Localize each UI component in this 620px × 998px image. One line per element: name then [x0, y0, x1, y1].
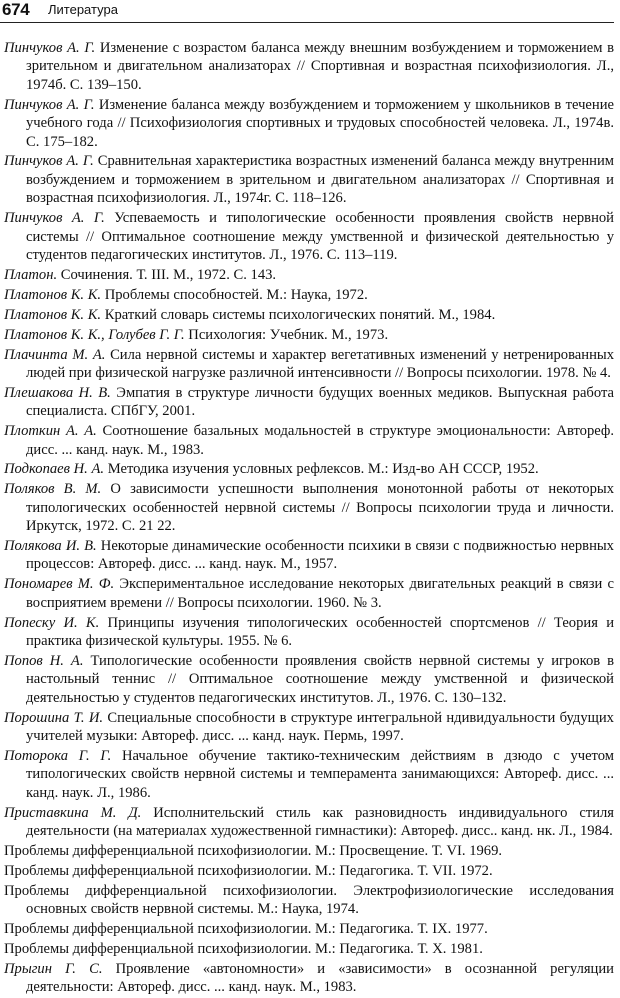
running-title: Литература	[48, 2, 118, 17]
reference-list	[4, 39, 614, 998]
reference-text: Некоторые динамические особенности психики в связи с подвижностью нервных процессов: Автореф. дисс. ... канд. наук. М., 1957.	[26, 538, 614, 573]
reference-author: Приставкина М. Д.	[4, 804, 142, 821]
reference-entry	[4, 422, 614, 459]
reference-author: Пинчуков А. Г.	[4, 210, 105, 227]
reference-author: Платонов К. К.	[4, 286, 102, 303]
reference-author: Прыгин Г. С.	[4, 961, 103, 977]
reference-text: Исполнительский стиль как разновидность индивидуального стиля деятельности (на материалах художественной гимнастики): Автореф. дисс.. канд. нк. Л., 1984.	[26, 804, 615, 840]
reference-author: Платон.	[4, 266, 58, 283]
reference-author: Порошина Т. И.	[4, 709, 104, 726]
reference-text: Проблемы дифференциальной психофизиологии. М.: Педагогика. Т. IX. 1977.	[4, 921, 488, 938]
reference-entry	[4, 882, 614, 919]
reference-text: О зависимости успешности выполнения монотонной работы от некоторых типологических особенностей нервной системы // Вопросы психологии труда и личности. Иркутск, 1972. С. 21 22.	[26, 481, 615, 535]
reference-entry	[4, 480, 614, 535]
reference-entry	[4, 537, 614, 574]
reference-text: Проявление «автономности» и «зависимости» в осознанной регуляции деятельности: Автореф. дисс. ... канд. наук. М., 1983.	[26, 961, 614, 996]
reference-text: Изменение баланса между возбуждением и торможением у школьников в течение учебного года // Психофизиология спортивных и трудовых способностей человека. Л., 1974в. С. 175–182.	[26, 96, 614, 150]
reference-entry	[4, 862, 614, 880]
reference-entry	[4, 614, 614, 651]
reference-author: Поторока Г. Г.	[4, 748, 112, 765]
reference-author: Полякова И. В.	[4, 538, 97, 555]
reference-entry	[4, 96, 614, 151]
reference-text: Начальное обучение тактико-техническим действиям в дзюдо с учетом типологических свойств нервной системы и темперамента занимающихся: Автореф. дисс. ... канд. наук. Л., 1986.	[26, 748, 614, 801]
reference-entry	[4, 384, 614, 421]
reference-text: Сочинения. Т. III. М., 1972. С. 143.	[57, 266, 277, 283]
reference-entry	[4, 306, 614, 324]
reference-entry	[4, 940, 614, 958]
reference-author: Платонов К. К.	[4, 306, 102, 323]
reference-entry	[4, 575, 614, 612]
reference-text: Типологические особенности проявления свойств нервной системы у игроков в настольный теннис // Оптимальное соотношение между умственной и физической деятельностью у студентов педагогических институтов. Л., 1976. С. 130–132.	[26, 653, 615, 706]
reference-entry	[4, 266, 614, 284]
reference-author: Платонов К. К., Голубев Г. Г.	[4, 326, 185, 343]
reference-author: Пинчуков А. Г.	[4, 96, 95, 113]
reference-author: Плешакова Н. В.	[4, 384, 111, 401]
reference-entry	[4, 209, 614, 264]
reference-entry	[4, 152, 614, 207]
reference-entry	[4, 346, 614, 383]
reference-text: Специальные способности в структуре интегральной ндивидуальности будущих учителей музыки: Автореф. дисс. ... канд. наук. Пермь, 1997.	[26, 709, 614, 745]
reference-author: Подкопаев Н. А.	[4, 461, 105, 478]
reference-text: Проблемы дифференциальной психофизиологии. М.: Педагогика. Т. X. 1981.	[4, 941, 483, 958]
reference-entry	[4, 326, 614, 344]
reference-author: Пономарев М. Ф.	[4, 576, 115, 593]
reference-text: Изменение с возрастом баланса между внешним возбуждением и торможением в зрительном и двигательном анализаторах // Спортивная и возрастная психофизиология. Л., 1974б. С. 139–150.	[26, 40, 614, 93]
reference-text: Успеваемость и типологические особенности проявления свойств нервной системы // Оптимальное соотношение между умственной и физической деятельностью у студентов педагогических институтов. Л., 1976. С. 113–119.	[26, 210, 614, 263]
reference-author: Пинчуков А. Г.	[4, 153, 94, 170]
reference-entry	[4, 286, 614, 304]
reference-text: Сила нервной системы и характер вегетативных изменений у нетренированных людей при физической нагрузке различной интенсивности // Вопросы психологии. 1978. № 4.	[26, 346, 614, 381]
reference-author: Попов Н. А.	[4, 653, 84, 669]
reference-author: Поляков В. М.	[4, 481, 102, 498]
reference-text: Методика изучения условных рефлексов. М.: Изд-во АН СССР, 1952.	[104, 461, 539, 478]
reference-text: Психология: Учебник. М., 1973.	[184, 326, 389, 343]
reference-entry	[4, 804, 614, 841]
reference-author: Плачинта М. А.	[4, 346, 106, 363]
reference-entry	[4, 747, 614, 802]
reference-entry	[4, 960, 614, 997]
reference-entry	[4, 39, 614, 94]
reference-text: Проблемы дифференциальной психофизиологии. Электрофизиологические исследования основных свойств нервной системы. М.: Наука, 1974.	[4, 882, 614, 918]
reference-text: Принципы изучения типологических особенностей спортсменов // Теория и практика физической культуры. 1955. № 6.	[26, 614, 614, 650]
page-header	[0, 0, 614, 23]
reference-author: Попеску И. К.	[4, 614, 100, 631]
reference-text: Экспериментальное исследование некоторых двигательных реакций в связи с восприятием времени // Вопросы психологии. 1960. № 3.	[26, 576, 615, 611]
reference-author: Плоткин А. А.	[4, 423, 97, 440]
reference-text: Эмпатия в структуре личности будущих военных медиков. Выпускная работа специалиста. СПбГУ, 2001.	[26, 384, 614, 420]
reference-text: Проблемы дифференциальной психофизиологии. М.: Педагогика. Т. VII. 1972.	[4, 862, 493, 879]
page-number: 674	[2, 0, 30, 19]
reference-entry	[4, 652, 614, 707]
reference-text: Сравнительная характеристика возрастных изменений баланса между внутренним возбуждением и торможением в зрительном и двигательном анализаторах // Спортивная и возрастная психофизиология. Л., 1974г. С. 118–126.	[26, 153, 614, 207]
reference-text: Проблемы способностей. М.: Наука, 1972.	[101, 286, 368, 303]
reference-entry	[4, 920, 614, 938]
reference-entry	[4, 842, 614, 860]
reference-text: Проблемы дифференциальной психофизиологии. М.: Просвещение. Т. VI. 1969.	[4, 843, 503, 860]
reference-text: Краткий словарь системы психологических понятий. М., 1984.	[101, 306, 496, 323]
reference-text: Соотношение базальных модальностей в структуре эмоциональности: Автореф. дисс. ... канд. наук. М., 1983.	[26, 423, 615, 458]
reference-author: Пинчуков А. Г.	[4, 40, 96, 56]
reference-entry	[4, 460, 614, 478]
reference-entry	[4, 709, 614, 746]
